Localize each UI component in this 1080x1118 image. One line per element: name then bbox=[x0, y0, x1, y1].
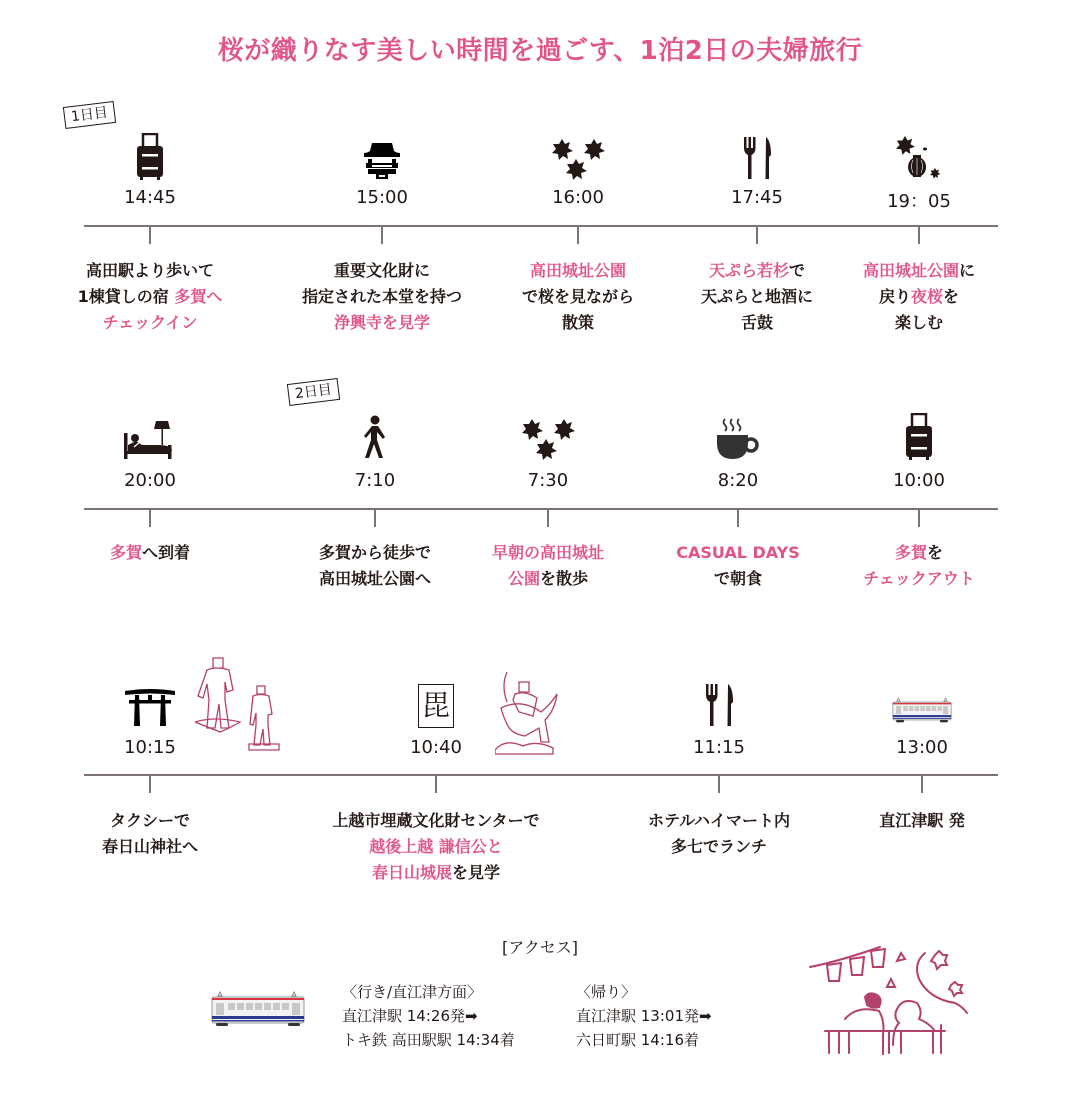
description-line bbox=[296, 860, 576, 886]
access-outbound-arrival: トキ鉄 高田駅駅 14:34着 bbox=[342, 1031, 515, 1049]
stop-time: 11:15 bbox=[693, 737, 745, 758]
description-text: ホテルハイマート内 bbox=[647, 811, 791, 830]
description-line bbox=[30, 834, 270, 860]
description-text: 戻り bbox=[878, 287, 911, 306]
description-line bbox=[30, 284, 270, 310]
description-text: を散歩 bbox=[540, 569, 589, 588]
description-line bbox=[30, 540, 270, 566]
description-line bbox=[296, 834, 576, 860]
description-text: 舌鼓 bbox=[740, 313, 773, 332]
description-text: へ到着 bbox=[142, 543, 191, 562]
highlight-text: 多賀へ bbox=[174, 287, 223, 306]
description-text: 天ぷらと地酒に bbox=[700, 287, 813, 306]
description-text: 高田駅より歩いて bbox=[85, 261, 214, 280]
description-text: 散策 bbox=[561, 313, 594, 332]
highlight-text: 高田城址公園 bbox=[529, 261, 626, 280]
kenshin-statue-illustration bbox=[495, 670, 560, 755]
timeline-tick bbox=[918, 509, 920, 527]
description-text: 楽しむ bbox=[894, 313, 943, 332]
description-line bbox=[30, 808, 270, 834]
highlight-text: 早朝の高田城址 bbox=[491, 543, 604, 562]
timeline-tick bbox=[149, 226, 151, 244]
day2-badge: 2日目 bbox=[287, 378, 340, 406]
stop-time: 15:00 bbox=[356, 187, 408, 208]
highlight-text: 越後上越 謙信公と bbox=[369, 837, 503, 856]
access-return-departure: 直江津駅 13:01発➡ bbox=[576, 1007, 712, 1025]
highlight-text: 春日山城展 bbox=[371, 863, 452, 882]
description-text: 指定された本堂を持つ bbox=[301, 287, 462, 306]
description-text: に bbox=[959, 261, 976, 280]
timeline-row-2-line bbox=[84, 508, 998, 510]
stop-description bbox=[296, 808, 576, 886]
stop-time: 13:00 bbox=[896, 737, 948, 758]
highlight-text: 高田城址公園 bbox=[862, 261, 959, 280]
timeline-row-3-line bbox=[84, 774, 998, 776]
description-line bbox=[799, 258, 1039, 284]
train-icon bbox=[892, 672, 952, 728]
bed-icon bbox=[120, 405, 180, 461]
highlight-text: 多賀 bbox=[109, 543, 142, 562]
description-text: タクシーで bbox=[109, 811, 190, 830]
stop-time: 10:15 bbox=[124, 737, 176, 758]
stop-description bbox=[30, 540, 270, 566]
highlight-text: 夜桜 bbox=[910, 287, 943, 306]
day1-badge: 1日目 bbox=[63, 101, 116, 129]
access-return-arrival: 六日町駅 14:16着 bbox=[576, 1031, 699, 1049]
description-line bbox=[799, 566, 1039, 592]
description-text: 直江津駅 発 bbox=[879, 811, 965, 830]
highlight-text: チェックアウト bbox=[863, 569, 975, 588]
suitcase-icon bbox=[120, 125, 180, 181]
lantern-blossom-icon bbox=[889, 125, 949, 181]
fork-knife-icon bbox=[727, 125, 787, 181]
timeline-tick bbox=[718, 775, 720, 793]
description-line bbox=[802, 808, 1042, 834]
description-text: 多賀から徒歩で bbox=[318, 543, 431, 562]
access-title: [アクセス] bbox=[501, 938, 578, 957]
timeline-row-1-line bbox=[84, 225, 998, 227]
description-text: 重要文化財に bbox=[333, 261, 430, 280]
highlight-text: 浄興寺を見学 bbox=[333, 313, 430, 332]
bi-kanji-glyph: 毘 bbox=[418, 684, 454, 728]
bi-kanji-icon bbox=[406, 672, 466, 728]
description-text: 春日山神社へ bbox=[101, 837, 198, 856]
description-line bbox=[296, 808, 576, 834]
walking-person-icon bbox=[345, 405, 405, 461]
stop-time: 10:00 bbox=[893, 470, 945, 491]
temple-icon bbox=[352, 125, 412, 181]
timeline-tick bbox=[918, 226, 920, 244]
description-text: 1棟貸しの宿 bbox=[77, 287, 175, 306]
access-outbound-departure: 直江津駅 14:26発➡ bbox=[342, 1007, 478, 1025]
stop-time: 7:30 bbox=[527, 470, 569, 491]
couple-night-sakura-illustration bbox=[805, 935, 970, 1055]
access-return bbox=[576, 980, 712, 1052]
description-line bbox=[799, 540, 1039, 566]
timeline-tick bbox=[756, 226, 758, 244]
timeline-tick bbox=[381, 226, 383, 244]
timeline-tick bbox=[374, 509, 376, 527]
train-icon bbox=[210, 990, 306, 1030]
timeline-tick bbox=[149, 775, 151, 793]
stop-time: 19：05 bbox=[887, 191, 951, 212]
stop-time: 16:00 bbox=[552, 187, 604, 208]
stop-time: 20:00 bbox=[124, 470, 176, 491]
stop-description bbox=[30, 808, 270, 860]
cherry-blossoms-icon bbox=[518, 405, 578, 461]
highlight-text: チェックイン bbox=[102, 313, 198, 332]
description-text: を bbox=[943, 287, 960, 306]
timeline-tick bbox=[577, 226, 579, 244]
description-text: で bbox=[789, 261, 806, 280]
stop-description bbox=[799, 540, 1039, 592]
description-line bbox=[30, 310, 270, 336]
access-outbound-heading: 〈行き/直江津方面〉 bbox=[342, 983, 483, 1001]
stop-time: 7:10 bbox=[354, 470, 396, 491]
stop-description bbox=[802, 808, 1042, 834]
samurai-statues-illustration bbox=[195, 652, 290, 752]
description-line bbox=[30, 258, 270, 284]
stop-time: 10:40 bbox=[410, 737, 462, 758]
timeline-tick bbox=[547, 509, 549, 527]
access-return-heading: 〈帰り〉 bbox=[576, 983, 637, 1001]
coffee-cup-icon bbox=[708, 405, 768, 461]
description-text: 上越市埋蔵文化財センターで bbox=[332, 811, 540, 830]
stop-time: 17:45 bbox=[731, 187, 783, 208]
description-line bbox=[599, 834, 839, 860]
highlight-text: 多賀 bbox=[894, 543, 927, 562]
highlight-text: 公園 bbox=[507, 569, 540, 588]
stop-description bbox=[799, 258, 1039, 336]
description-text: を見学 bbox=[452, 863, 501, 882]
description-text: 高田城址公園へ bbox=[318, 569, 431, 588]
timeline-tick bbox=[149, 509, 151, 527]
stop-time: 8:20 bbox=[717, 470, 759, 491]
description-text: で桜を見ながら bbox=[521, 287, 634, 306]
torii-gate-icon bbox=[120, 672, 180, 728]
stop-description bbox=[30, 258, 270, 336]
page-title: 桜が織りなす美しい時間を過ごす、1泊2日の夫婦旅行 bbox=[217, 36, 863, 66]
description-text: を bbox=[927, 543, 944, 562]
timeline-tick bbox=[435, 775, 437, 793]
stop-time: 14:45 bbox=[124, 187, 176, 208]
description-line bbox=[799, 284, 1039, 310]
description-text: で朝食 bbox=[713, 569, 762, 588]
highlight-text: CASUAL DAYS bbox=[676, 543, 800, 562]
timeline-tick bbox=[921, 775, 923, 793]
fork-knife-icon bbox=[689, 672, 749, 728]
timeline-tick bbox=[737, 509, 739, 527]
cherry-blossoms-icon bbox=[548, 125, 608, 181]
suitcase-icon bbox=[889, 405, 949, 461]
highlight-text: 天ぷら若杉 bbox=[708, 261, 789, 280]
description-text: 多七でランチ bbox=[670, 837, 767, 856]
access-outbound bbox=[342, 980, 515, 1052]
description-line bbox=[799, 310, 1039, 336]
